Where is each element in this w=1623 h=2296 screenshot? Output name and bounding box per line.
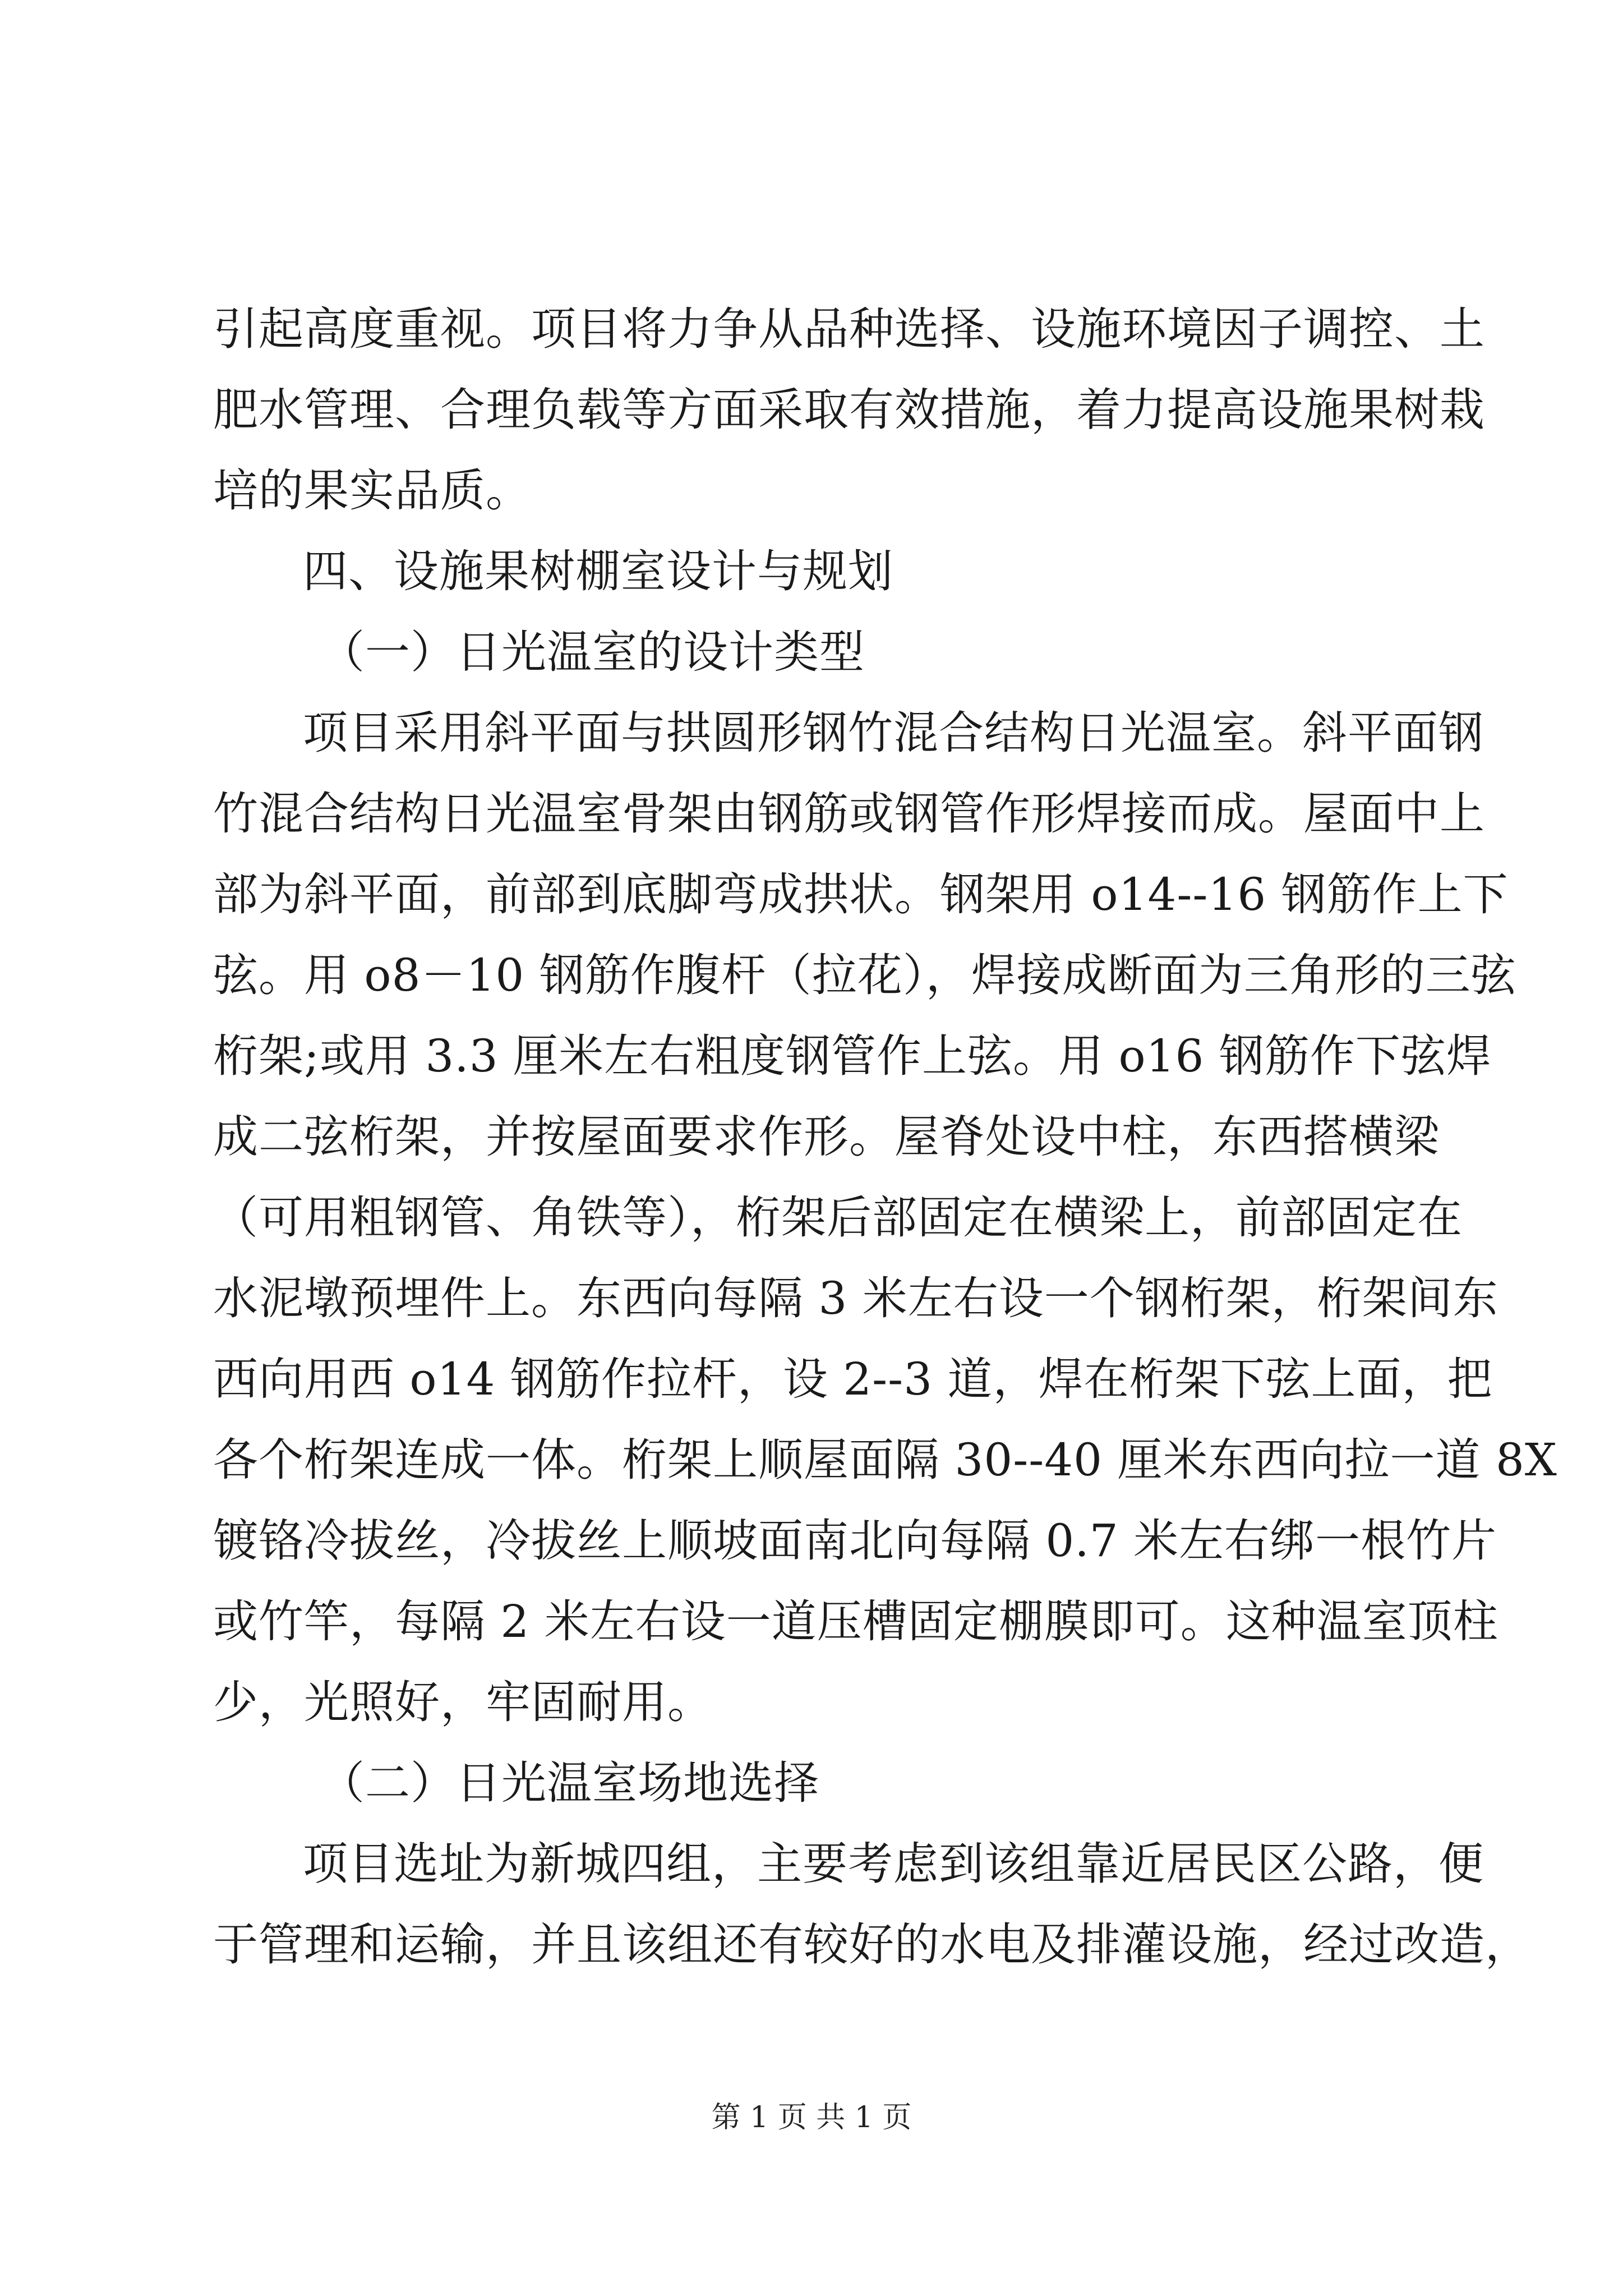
paragraph-line: （可用粗钢管、角铁等），桁架后部固定在横梁上，前部固定在 xyxy=(213,1191,1463,1244)
paragraph-line: 项目选址为新城四组，主要考虑到该组靠近居民区公路，便 xyxy=(303,1838,1484,1890)
paragraph-line: 培的果实品质。 xyxy=(213,464,531,517)
subsection-heading: （一）日光温室的设计类型 xyxy=(320,626,865,678)
paragraph-line: 或竹竿，每隔 2 米左右设一道压槽固定棚膜即可。这种温室顶柱 xyxy=(213,1595,1498,1648)
paragraph-line: 镀铬冷拔丝，冷拔丝上顺坡面南北向每隔 0.7 米左右绑一根竹片 xyxy=(213,1515,1497,1567)
paragraph-line: 部为斜平面，前部到底脚弯成拱状。钢架用 o14--16 钢筋作上下 xyxy=(213,868,1509,921)
paragraph-line: 项目采用斜平面与拱圆形钢竹混合结构日光温室。斜平面钢 xyxy=(303,707,1484,759)
paragraph-line: 少，光照好，牢固耐用。 xyxy=(213,1676,713,1728)
paragraph-line: 桁架;或用 3.3 厘米左右粗度钢管作上弦。用 o16 钢筋作下弦焊 xyxy=(213,1030,1492,1082)
paragraph-line: 肥水管理、合理负载等方面采取有效措施，着力提高设施果树栽 xyxy=(213,384,1485,436)
subsection-heading: （二）日光温室场地选择 xyxy=(320,1757,819,1809)
page-footer: 第 1 页 共 1 页 xyxy=(711,2101,912,2134)
document-body xyxy=(213,289,1557,1985)
section-heading: 四、设施果树棚室设计与规划 xyxy=(303,545,893,597)
paragraph-line: 西向用西 o14 钢筋作拉杆，设 2--3 道，焊在桁架下弦上面，把 xyxy=(213,1353,1493,1405)
paragraph-line: 水泥墩预埋件上。东西向每隔 3 米左右设一个钢桁架，桁架间东 xyxy=(213,1272,1498,1324)
paragraph-line: 各个桁架连成一体。桁架上顺屋面隔 30--40 厘米东西向拉一道 8X xyxy=(213,1434,1557,1486)
paragraph-line: 引起高度重视。项目将力争从品种选择、设施环境因子调控、土 xyxy=(213,303,1485,355)
paragraph-line: 弦。用 o8－10 钢筋作腹杆（拉花），焊接成断面为三角形的三弦 xyxy=(213,949,1516,1001)
paragraph-line: 于管理和运输，并且该组还有较好的水电及排灌设施，经过改造， xyxy=(213,1918,1530,1971)
paragraph-line: 成二弦桁架，并按屋面要求作形。屋脊处设中柱，东西搭横梁 xyxy=(213,1111,1440,1163)
paragraph-line: 竹混合结构日光温室骨架由钢筋或钢管作形焊接而成。屋面中上 xyxy=(213,788,1485,840)
